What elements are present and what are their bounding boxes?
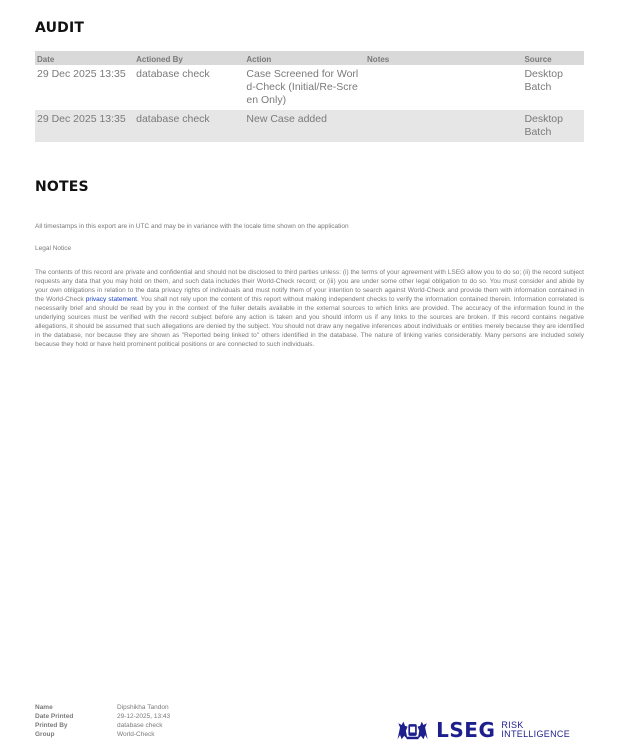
meta-label-printed-by: Printed By	[35, 722, 68, 729]
meta-row-date-printed	[35, 712, 170, 721]
legal-notice-body	[35, 268, 584, 349]
notes-title: NOTES	[35, 179, 89, 195]
cell-date: 29 Dec 2025 13:35	[35, 110, 134, 142]
column-header-source: Source	[522, 51, 584, 65]
audit-table	[35, 51, 584, 142]
table-row	[35, 65, 584, 110]
meta-row-printed-by	[35, 721, 170, 730]
meta-label-date-printed: Date Printed	[35, 713, 74, 720]
legal-text-part-2: . You shall not rely upon the content of this report without making independent checks to verify the information contained therein. Information correlated is necessarily brief and should be read by you in the context of the fuller details available in the external sources to which links are provided. The accuracy of the information found in the underlying sources must be verified with the record subject before any action is taken and you should inform us if any links to the sources are broken. If this record contains negative allegations, it should be assumed that such allegations are denied by the subject. You should not draw any negative inferences about individuals or entities merely because they are identified in the database, nor because they are shown as "Reported being linked to" others identified in the database. The nature of linking varies considerably. Many persons are included solely because they hold or have held prominent political positions or are connected to such individuals.	[35, 296, 585, 348]
lseg-lions-crest-icon	[395, 717, 430, 743]
table-row	[35, 110, 584, 142]
audit-title: AUDIT	[35, 20, 85, 36]
meta-label-group: Group	[35, 731, 55, 738]
cell-notes	[365, 65, 522, 110]
legal-text-part-1: The contents of this record are private and confidential and should not be disclosed to third parties unless: (i) the terms of your agreement with LSEG allow you to do so; (ii) the record subject requests any data that you may hold on them, and such data includes their World-Check record; or (iii) you are under some other legal obligation to do so. You must consider and abide by your own obligations in relation to the data privacy rights of individuals and must notify them of your intention to search against World-Check and provide them with information contained in the World-Check	[35, 269, 584, 303]
cell-action: Case Screened for World-Check (Initial/Re-Screen Only)	[246, 68, 359, 106]
logo-subtitle-line-2: INTELLIGENCE	[501, 729, 570, 739]
meta-row-group	[35, 730, 170, 739]
legal-notice-heading: Legal Notice	[35, 245, 72, 252]
lseg-logo	[395, 717, 570, 743]
cell-notes	[365, 110, 522, 142]
cell-date: 29 Dec 2025 13:35	[37, 68, 126, 80]
cell-source: Desktop Batch	[522, 110, 584, 142]
logo-wordmark: LSEG	[436, 718, 496, 742]
privacy-statement-link[interactable]: privacy statement	[85, 296, 137, 303]
meta-row-name	[35, 703, 170, 712]
cell-source: Desktop Batch	[524, 68, 563, 93]
timestamp-note: All timestamps in this export are in UTC and may be in variance with the locale time shown on the application	[35, 223, 349, 230]
cell-actioned-by: database check	[136, 68, 210, 80]
meta-label-name: Name	[35, 704, 53, 711]
meta-value-printed-by: database check	[117, 722, 163, 729]
column-header-actioned-by: Actioned By	[134, 51, 244, 65]
print-metadata	[35, 703, 170, 739]
meta-value-name: Dipshikha Tandon	[117, 704, 169, 711]
meta-value-date-printed: 29-12-2025, 13:43	[117, 713, 171, 720]
column-header-notes: Notes	[365, 51, 522, 65]
cell-action: New Case added	[244, 110, 365, 142]
meta-value-group: World-Check	[117, 731, 155, 738]
column-header-date: Date	[35, 51, 134, 65]
cell-actioned-by: database check	[134, 110, 244, 142]
logo-subtitle-line-1: RISK	[501, 720, 524, 730]
logo-subtitle	[501, 721, 570, 739]
audit-header-row	[35, 51, 584, 65]
column-header-action: Action	[244, 51, 365, 65]
